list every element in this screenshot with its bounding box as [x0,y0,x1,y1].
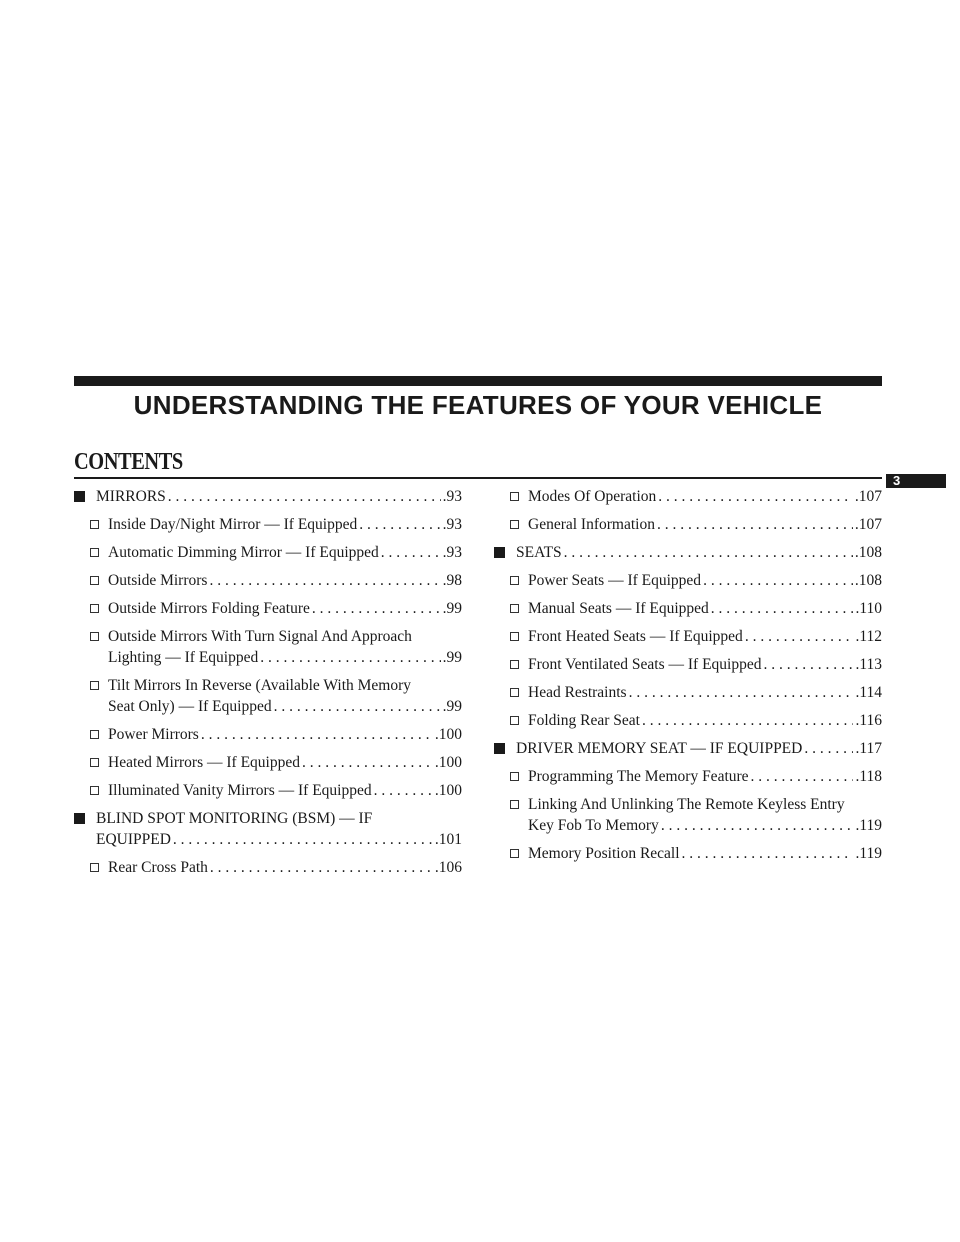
hollow-square-bullet-icon [510,688,519,697]
toc-dot-leader [274,696,441,717]
toc-entry-title: Memory Position Recall [528,845,680,862]
hollow-square-bullet-icon [510,632,519,641]
toc-dot-leader [564,542,853,563]
toc-page-number: .99 [442,649,462,666]
toc-entry[interactable] [74,752,462,773]
toc-entry-title: Rear Cross Path [108,859,208,876]
toc-dot-leader [312,598,441,619]
toc-page-number: .114 [855,684,882,701]
toc-entry[interactable] [494,843,882,864]
toc-dot-leader [201,724,433,745]
toc-page-number: .119 [855,845,882,862]
hollow-square-bullet-icon [90,576,99,585]
toc-entry[interactable] [74,857,462,878]
toc-entry-title: Manual Seats — If Equipped [528,600,709,617]
toc-entry[interactable] [494,486,882,507]
toc-entry-title: Outside Mirrors [108,572,208,589]
toc-entry-title: Heated Mirrors — If Equipped [108,754,300,771]
hollow-square-bullet-icon [510,604,519,613]
toc-dot-leader [751,766,854,787]
toc-entry[interactable] [74,626,462,668]
toc-dot-leader [745,626,854,647]
toc-entry[interactable] [74,808,462,850]
toc-entry[interactable] [494,542,882,563]
toc-entry[interactable] [74,724,462,745]
hollow-square-bullet-icon [510,492,519,501]
toc-entry[interactable] [74,570,462,591]
toc-entry[interactable] [494,654,882,675]
hollow-square-bullet-icon [90,681,99,690]
toc-page-number: .93 [442,516,462,533]
toc-dot-leader [661,815,854,836]
toc-dot-leader [658,486,853,507]
toc-entry-title: Head Restraints [528,684,627,701]
toc-entry[interactable] [494,570,882,591]
toc-entry[interactable] [494,514,882,535]
hollow-square-bullet-icon [90,604,99,613]
toc-entry-title: SEATS [516,544,562,561]
toc-dot-leader [703,570,853,591]
toc-dot-leader [682,843,854,864]
toc-column-right [494,486,882,864]
toc-dot-leader [173,829,433,850]
toc-entry[interactable] [494,682,882,703]
toc-entry-title: Front Heated Seats — If Equipped [528,628,743,645]
toc-page-number: .100 [434,754,462,771]
toc-entry-title: Outside Mirrors With Turn Signal And Approach [108,628,412,645]
toc-page-number: .108 [854,572,882,589]
toc-page-number: .107 [854,488,882,505]
filled-square-bullet-icon [74,491,85,502]
toc-entry[interactable] [494,626,882,647]
toc-page-number: .108 [854,544,882,561]
toc-entry-title: EQUIPPED [96,831,171,848]
chapter-tab: 3 [886,474,946,488]
toc-page-number: .118 [855,768,882,785]
hollow-square-bullet-icon [510,520,519,529]
toc-entry[interactable] [74,780,462,801]
toc-page-number: .99 [442,698,462,715]
filled-square-bullet-icon [494,743,505,754]
toc-page-number: .107 [854,516,882,533]
toc-dot-leader [209,570,440,591]
toc-entry-title: Power Mirrors [108,726,199,743]
toc-entry-title: Power Seats — If Equipped [528,572,702,589]
toc-entry[interactable] [494,598,882,619]
toc-entry[interactable] [494,766,882,787]
toc-entry-title: Inside Day/Night Mirror — If Equipped [108,516,358,533]
toc-dot-leader [302,752,433,773]
toc-entry-title: Front Ventilated Seats — If Equipped [528,656,762,673]
toc-entry-title: Seat Only) — If Equipped [108,698,272,715]
toc-column-left [74,486,462,878]
hollow-square-bullet-icon [510,716,519,725]
toc-page-number: .98 [442,572,462,589]
toc-entry-title: Illuminated Vanity Mirrors — If Equipped [108,782,372,799]
contents-heading: CONTENTS [74,449,183,475]
hollow-square-bullet-icon [510,849,519,858]
toc-dot-leader [804,738,853,759]
toc-entry-title: BLIND SPOT MONITORING (BSM) — IF [96,810,373,827]
toc-entry-title: MIRRORS [96,488,166,505]
toc-entry-title: Key Fob To Memory [528,817,659,834]
toc-entry[interactable] [74,675,462,717]
toc-page-number: .99 [442,600,462,617]
toc-entry-title: Lighting — If Equipped [108,649,259,666]
toc-dot-leader [711,598,854,619]
hollow-square-bullet-icon [510,772,519,781]
toc-entry[interactable] [74,486,462,507]
hollow-square-bullet-icon [510,660,519,669]
toc-page-number: .117 [855,740,882,757]
toc-page-number: .93 [442,488,462,505]
toc-page-number: .113 [855,656,882,673]
toc-page-number: .119 [855,817,882,834]
toc-dot-leader [374,780,433,801]
toc-dot-leader [657,514,853,535]
toc-entry[interactable] [74,598,462,619]
toc-entry-title: Folding Rear Seat [528,712,640,729]
hollow-square-bullet-icon [90,786,99,795]
toc-dot-leader [629,682,854,703]
filled-square-bullet-icon [74,813,85,824]
hollow-square-bullet-icon [90,632,99,641]
chapter-title: UNDERSTANDING THE FEATURES OF YOUR VEHICLE [133,390,823,420]
toc-entry[interactable] [74,542,462,563]
hollow-square-bullet-icon [90,548,99,557]
toc-entry-title: DRIVER MEMORY SEAT — IF EQUIPPED [516,740,803,757]
hollow-square-bullet-icon [510,800,519,809]
toc-dot-leader [359,514,440,535]
toc-page-number: .110 [855,600,882,617]
toc-entry[interactable] [74,514,462,535]
toc-entry-title: Linking And Unlinking The Remote Keyless Entry [528,796,845,813]
toc-entry-title: Programming The Memory Feature [528,768,749,785]
toc-entry-title: Outside Mirrors Folding Feature [108,600,310,617]
toc-entry-title: General Information [528,516,655,533]
toc-page-number: .100 [434,726,462,743]
toc-dot-leader [381,542,441,563]
toc-dot-leader [168,486,441,507]
toc-entry-title: Modes Of Operation [528,488,657,505]
hollow-square-bullet-icon [90,863,99,872]
toc-entry-title: Tilt Mirrors In Reverse (Available With Memory [108,677,412,694]
toc-dot-leader [763,654,853,675]
toc-entry-title: Automatic Dimming Mirror — If Equipped [108,544,379,561]
hollow-square-bullet-icon [510,576,519,585]
hollow-square-bullet-icon [90,520,99,529]
toc-dot-leader [260,647,440,668]
hollow-square-bullet-icon [90,758,99,767]
contents-rule [74,477,882,479]
toc-dot-leader [210,857,433,878]
hollow-square-bullet-icon [90,730,99,739]
toc-dot-leader [642,710,854,731]
toc-page-number: .116 [855,712,882,729]
toc-page-number: .112 [855,628,882,645]
filled-square-bullet-icon [494,547,505,558]
toc-entry[interactable] [494,738,882,759]
toc-entry[interactable] [494,710,882,731]
chapter-top-rule [74,376,882,386]
toc-entry[interactable] [494,794,882,836]
toc-page-number: .106 [434,859,462,876]
toc-page-number: .101 [434,831,462,848]
toc-page-number: .93 [442,544,462,561]
toc-page-number: .100 [434,782,462,799]
